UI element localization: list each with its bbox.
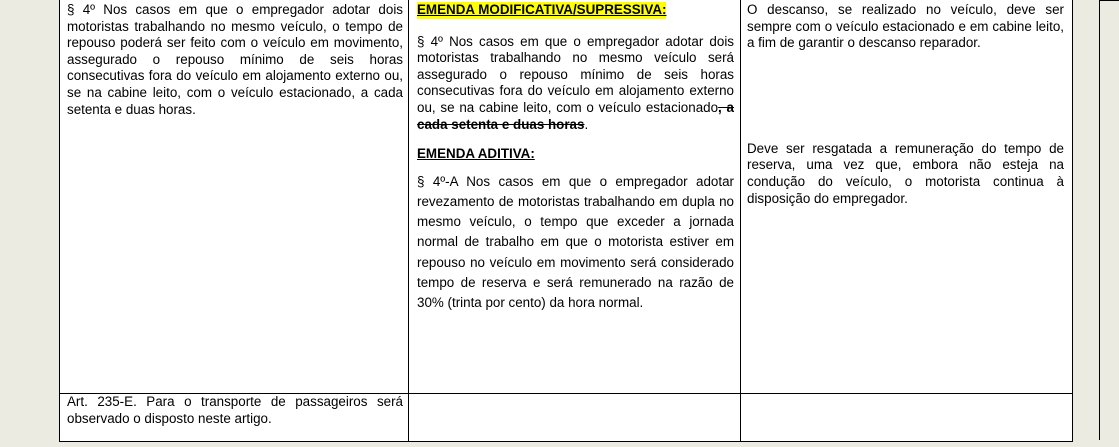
aditiva-text: § 4º-A Nos casos em que o empregador adotar revezamento de motoristas trabalhando em dupla no mesmo veículo, o tempo que exceder a jornada normal de trabalho em que o motorista estiver em repouso no veículo em movimento será considerado tempo de reserva e será remunerado na razão de 30% (trinta por cento) da hora normal. <box>417 173 734 310</box>
outer-border-top-tick <box>1099 0 1119 1</box>
original-text-cell <box>67 2 403 118</box>
end-period: . <box>584 116 589 132</box>
struck-text: , a cada setenta e duas horas <box>417 99 734 132</box>
heading-emenda-modificativa: EMENDA MODIFICATIVA/SUPRESSIVA: <box>417 2 667 17</box>
article-235e-text: Art. 235-E. Para o transporte de passageiros será observado o disposto neste artigo. <box>67 394 403 426</box>
outer-border-right <box>1099 0 1100 440</box>
justification-cell <box>747 2 1064 207</box>
amendment-modificativa-paragraph <box>417 34 734 134</box>
column-divider-2 <box>740 0 741 441</box>
amendment-cell <box>417 2 734 313</box>
justification-paragraph-2: Deve ser resgatada a remuneração do tempo de reserva, uma vez que, embora não esteja na condução do veículo, o motorista continua à disposição do empregador. <box>747 140 1064 206</box>
justification-paragraph-1: O descanso, se realizado no veículo, deve ser sempre com o veículo estacionado e em cabine leito, a fim de garantir o descanso reparador. <box>747 2 1064 51</box>
modificativa-text: § 4º Nos casos em que o empregador adotar dois motoristas trabalhando no mesmo veículo será assegurado o repouso mínimo de seis horas consecutivas fora do veículo em alojamento externo ou, se na cabine leito, com o veículo estacionado <box>417 33 734 115</box>
heading-emenda-aditiva: EMENDA ADITIVA: <box>417 146 535 162</box>
original-paragraph: § 4º Nos casos em que o empregador adotar dois motoristas trabalhando no mesmo veículo, o tempo de repouso poderá ser feito com o veículo em movimento, assegurado o repouso mínimo de seis horas consecutivas fora do veículo em alojamento externo ou, se na cabine leito, com o veículo estacionado, a cada setenta e duas horas. <box>67 2 403 117</box>
article-cell <box>67 394 403 427</box>
column-divider-1 <box>408 0 409 441</box>
amendment-aditiva-paragraph <box>417 172 734 313</box>
document-page <box>59 0 1073 442</box>
